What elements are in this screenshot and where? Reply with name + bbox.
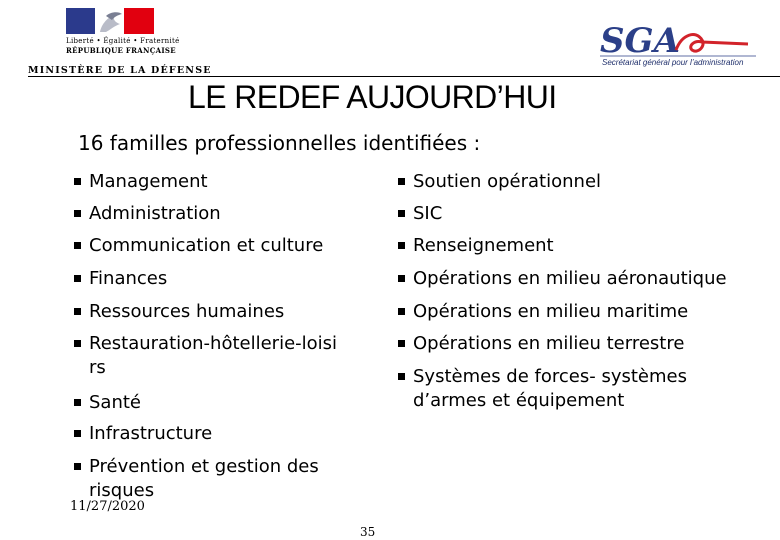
list-item: Finances bbox=[74, 267, 167, 291]
republique-francaise-logo bbox=[66, 8, 180, 56]
list-item: Administration bbox=[74, 202, 221, 226]
list-item: Prévention et gestion des risques bbox=[74, 455, 319, 503]
bullet-icon bbox=[74, 430, 81, 437]
marianne-flag-icon bbox=[66, 8, 154, 34]
bullet-icon bbox=[74, 308, 81, 315]
bullet-icon bbox=[74, 178, 81, 185]
list-item: Opérations en milieu terrestre bbox=[398, 332, 684, 356]
bullet-icon bbox=[398, 210, 405, 217]
bullet-icon bbox=[74, 340, 81, 347]
bullet-icon bbox=[74, 463, 81, 470]
bullet-icon bbox=[398, 340, 405, 347]
left-family-list bbox=[74, 170, 364, 500]
bullet-icon bbox=[398, 242, 405, 249]
bullet-icon bbox=[74, 399, 81, 406]
sga-tagline: Secrétariat général pour l’administration bbox=[602, 58, 744, 67]
list-item: Soutien opérationnel bbox=[398, 170, 601, 194]
republic-name: RÉPUBLIQUE FRANÇAISE bbox=[66, 46, 176, 55]
page-number: 35 bbox=[360, 525, 376, 539]
list-item: Opérations en milieu aéronautique bbox=[398, 267, 727, 291]
list-item: Communication et culture bbox=[74, 234, 323, 258]
list-item: Santé bbox=[74, 391, 141, 415]
republic-motto: Liberté • Égalité • Fraternité bbox=[66, 37, 180, 45]
bullet-icon bbox=[398, 275, 405, 282]
ministry-name: MINISTÈRE DE LA DÉFENSE bbox=[28, 65, 212, 76]
header-divider bbox=[28, 76, 780, 77]
list-item: SIC bbox=[398, 202, 442, 226]
bullet-icon bbox=[74, 242, 81, 249]
list-item: Restauration-hôtellerie-loisirs bbox=[74, 332, 344, 380]
slide-date: 11/27/2020 bbox=[70, 499, 145, 514]
list-item: Infrastructure bbox=[74, 422, 212, 446]
list-item: Opérations en milieu maritime bbox=[398, 300, 688, 324]
list-item: Ressources humaines bbox=[74, 300, 284, 324]
bullet-icon bbox=[74, 275, 81, 282]
bullet-icon bbox=[74, 210, 81, 217]
list-item: Management bbox=[74, 170, 208, 194]
list-item: Systèmes de forces- systèmes d’armes et équipement bbox=[398, 365, 733, 413]
bullet-icon bbox=[398, 178, 405, 185]
slide-title: LE REDEF AUJOURD’HUI bbox=[188, 79, 557, 115]
sga-logo-text: SGA bbox=[600, 21, 680, 61]
bullet-icon bbox=[398, 308, 405, 315]
slide-subtitle: 16 familles professionnelles identifiées : bbox=[78, 131, 481, 155]
right-family-list bbox=[398, 170, 778, 430]
list-item: Renseignement bbox=[398, 234, 554, 258]
bullet-icon bbox=[398, 373, 405, 380]
